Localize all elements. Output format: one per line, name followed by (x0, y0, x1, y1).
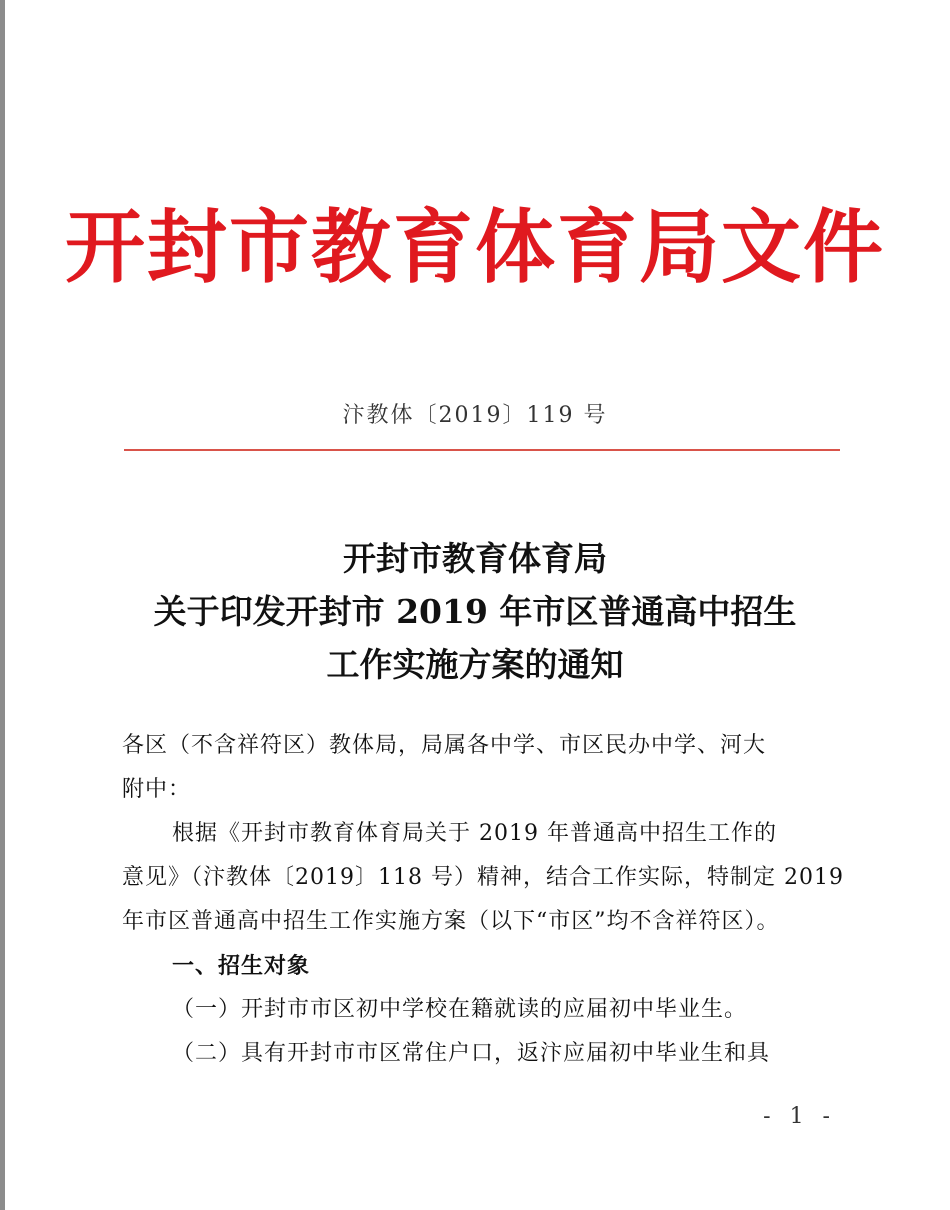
section-heading-enrollment-targets: 一、招生对象 (172, 953, 311, 979)
body-line-intro-cont: 意见》（汴教体〔2019〕118 号）精神，结合工作实际，特制定 2019 (122, 865, 844, 890)
notice-title-line-2: 关于印发开封市 2019 年市区普通高中招生 (153, 592, 797, 631)
notice-title-line-1: 开封市教育体育局 (343, 539, 607, 578)
page-number: - 1 - (763, 1104, 836, 1129)
header-divider (124, 449, 840, 451)
notice-body (122, 724, 844, 1076)
body-line-intro: 根据《开封市教育体育局关于 2019 年普通高中招生工作的 (172, 821, 777, 846)
notice-title (0, 532, 950, 691)
body-line-intro-end: 年市区普通高中招生工作实施方案（以下“市区”均不含祥符区）。 (122, 909, 780, 934)
document-number: 汴教体〔2019〕119 号 (342, 403, 608, 428)
body-line-recipients: 各区（不含祥符区）教体局，局属各中学、市区民办中学、河大 (122, 733, 767, 758)
document-header-title: 开封市教育体育局文件 (65, 200, 885, 294)
notice-title-line-3: 工作实施方案的通知 (326, 645, 624, 684)
body-line-recipients-cont: 附中： (122, 777, 192, 802)
body-line-item-2: （二）具有开封市市区常住户口，返汴应届初中毕业生和具 (172, 1041, 771, 1066)
body-line-item-1: （一）开封市市区初中学校在籍就读的应届初中毕业生。 (172, 997, 748, 1022)
